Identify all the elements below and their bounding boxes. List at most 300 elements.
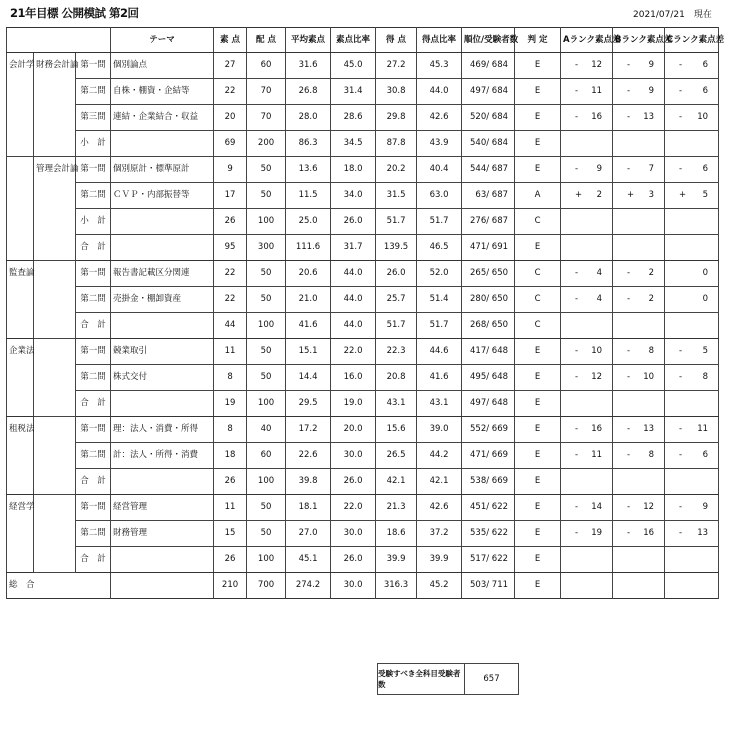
rank-diff-number: 2 [596,190,603,200]
rank-diff-sign: - [575,60,579,70]
grade-cell: E [515,157,561,183]
raw-ratio-cell: 20.0 [331,417,376,443]
sub-subject-cell [34,417,76,443]
theme-cell [111,547,214,573]
rank-c-diff-cell [665,495,719,521]
avg-score-cell: 18.1 [286,495,331,521]
grade-cell: E [515,417,561,443]
table-row [7,235,719,261]
subject-cell: 会計学 [7,53,34,79]
rank-a-diff-cell [561,547,613,573]
rank-diff-number: 12 [643,502,655,512]
rank-cell: 540/ 684 [462,131,515,157]
score-ratio-cell: 42.6 [417,495,462,521]
table-row [7,79,719,105]
rank-diff-sign: - [575,502,579,512]
max-score-cell: 50 [247,365,286,391]
subject-cell: 監査論 [7,261,34,287]
sub-subject-cell [34,365,76,391]
rank-c-diff-cell [665,573,719,599]
question-cell: 小 計 [76,209,111,235]
rank-diff-number: 4 [596,268,603,278]
score-cell: 51.7 [376,209,417,235]
max-score-cell: 200 [247,131,286,157]
table-row [7,183,719,209]
score-cell: 18.6 [376,521,417,547]
rank-diff-value [667,417,716,442]
score-cell: 30.8 [376,79,417,105]
rank-c-diff-cell [665,391,719,417]
rank-diff-number: 6 [702,86,709,96]
rank-diff-sign: - [679,528,683,538]
rank-diff-sign: - [575,112,579,122]
question-cell: 第一問 [76,339,111,365]
rank-diff-value [615,261,662,286]
rank-cell: 451/ 622 [462,495,515,521]
score-cell: 22.3 [376,339,417,365]
grade-cell: E [515,391,561,417]
rank-diff-sign: + [679,190,687,200]
sub-subject-cell [34,443,76,469]
score-cell: 21.3 [376,495,417,521]
score-cell: 43.1 [376,391,417,417]
grade-cell: E [515,573,561,599]
rank-diff-number: 16 [643,528,655,538]
rank-a-diff-cell [561,313,613,339]
column-header: テーマ [111,28,214,53]
raw-score-cell: 27 [214,53,247,79]
rank-a-diff-cell [561,365,613,391]
rank-b-diff-cell [613,443,665,469]
raw-ratio-cell: 30.0 [331,573,376,599]
rank-cell: 503/ 711 [462,573,515,599]
rank-diff-sign: - [679,164,683,174]
avg-score-cell: 274.2 [286,573,331,599]
score-cell: 27.2 [376,53,417,79]
rank-b-diff-cell [613,391,665,417]
table-row [7,521,719,547]
raw-ratio-cell: 31.4 [331,79,376,105]
sub-subject-cell [34,339,76,365]
question-cell: 第二問 [76,443,111,469]
theme-cell [111,573,214,599]
table-row [7,391,719,417]
avg-score-cell: 39.8 [286,469,331,495]
rank-diff-number: 8 [702,372,709,382]
rank-diff-number: 3 [648,190,655,200]
rank-cell: 469/ 684 [462,53,515,79]
grade-cell: E [515,79,561,105]
rank-diff-sign: - [679,502,683,512]
rank-diff-number: 16 [591,112,603,122]
raw-score-cell: 19 [214,391,247,417]
table-row [7,469,719,495]
raw-ratio-cell: 30.0 [331,443,376,469]
rank-cell: 544/ 687 [462,157,515,183]
rank-diff-value [563,105,610,130]
rank-c-diff-cell [665,547,719,573]
rank-diff-number: 6 [702,164,709,174]
table-row [7,495,719,521]
rank-diff-number: 9 [702,502,709,512]
rank-diff-number: 5 [702,346,709,356]
rank-a-diff-cell [561,53,613,79]
rank-cell: 280/ 650 [462,287,515,313]
grade-cell: E [515,131,561,157]
table-row [7,339,719,365]
rank-diff-value [667,495,716,520]
theme-cell: 報告書記載区分関連 [111,261,214,287]
score-ratio-cell: 37.2 [417,521,462,547]
rank-diff-sign: - [575,86,579,96]
rank-diff-value [615,53,662,78]
rank-diff-sign: - [575,372,579,382]
rank-diff-sign: - [627,502,631,512]
rank-diff-value [615,287,662,312]
rank-diff-value [667,105,716,130]
rank-diff-value [667,365,716,390]
column-header: 得点比率 [417,28,462,53]
rank-diff-number: 10 [643,372,655,382]
rank-diff-value [667,53,716,78]
rank-diff-sign: - [679,86,683,96]
question-cell: 合 計 [76,313,111,339]
rank-diff-value [667,521,716,546]
rank-diff-number: 0 [702,294,709,304]
grade-cell: E [515,469,561,495]
avg-score-cell: 11.5 [286,183,331,209]
avg-score-cell: 111.6 [286,235,331,261]
rank-diff-number: 0 [702,268,709,278]
rank-diff-sign: - [627,60,631,70]
raw-score-cell: 44 [214,313,247,339]
grade-cell: E [515,547,561,573]
subject-cell [7,469,34,495]
raw-ratio-cell: 19.0 [331,391,376,417]
max-score-cell: 100 [247,391,286,417]
table-row [7,547,719,573]
score-cell: 87.8 [376,131,417,157]
rank-a-diff-cell [561,573,613,599]
score-cell: 26.5 [376,443,417,469]
rank-diff-number: 6 [702,450,709,460]
avg-score-cell: 27.0 [286,521,331,547]
rank-diff-value [563,53,610,78]
total-row [7,573,719,599]
raw-score-cell: 18 [214,443,247,469]
rank-c-diff-cell [665,339,719,365]
raw-ratio-cell: 34.5 [331,131,376,157]
question-cell: 第一問 [76,495,111,521]
theme-cell [111,391,214,417]
raw-score-cell: 69 [214,131,247,157]
theme-cell [111,313,214,339]
score-cell: 26.0 [376,261,417,287]
raw-ratio-cell: 34.0 [331,183,376,209]
score-cell: 20.2 [376,157,417,183]
rank-diff-number: 8 [648,450,655,460]
question-cell: 合 計 [76,391,111,417]
raw-ratio-cell: 44.0 [331,313,376,339]
theme-cell: 売掛金・棚卸資産 [111,287,214,313]
table-row [7,131,719,157]
question-cell: 小 計 [76,131,111,157]
theme-cell [111,469,214,495]
raw-score-cell: 20 [214,105,247,131]
max-score-cell: 50 [247,261,286,287]
rank-cell: 265/ 650 [462,261,515,287]
rank-diff-number: 9 [648,86,655,96]
rank-diff-number: 12 [591,60,603,70]
grade-cell: E [515,521,561,547]
rank-diff-value [563,261,610,286]
rank-b-diff-cell [613,547,665,573]
avg-score-cell: 14.4 [286,365,331,391]
rank-diff-number: 12 [591,372,603,382]
question-cell: 第一問 [76,261,111,287]
raw-score-cell: 26 [214,469,247,495]
avg-score-cell: 15.1 [286,339,331,365]
rank-b-diff-cell [613,53,665,79]
max-score-cell: 40 [247,417,286,443]
raw-score-cell: 11 [214,339,247,365]
score-ratio-cell: 42.1 [417,469,462,495]
rank-diff-value [563,183,610,208]
max-score-cell: 300 [247,235,286,261]
rank-diff-value [563,521,610,546]
rank-cell: 63/ 687 [462,183,515,209]
rank-diff-sign: - [575,528,579,538]
question-cell: 第一問 [76,417,111,443]
question-cell: 合 計 [76,469,111,495]
rank-b-diff-cell [613,521,665,547]
score-ratio-cell: 40.4 [417,157,462,183]
rank-diff-value [563,339,610,364]
rank-diff-value [563,495,610,520]
question-cell: 第三問 [76,105,111,131]
column-header: 素 点 [214,28,247,53]
avg-score-cell: 13.6 [286,157,331,183]
subject-cell [7,287,34,313]
sub-subject-cell [34,131,76,157]
column-header: Cランク素点差 [665,28,719,53]
rank-diff-number: 4 [596,294,603,304]
subject-cell [7,313,34,339]
rank-diff-sign: - [575,294,579,304]
subject-cell: 租税法 [7,417,34,443]
grade-cell: E [515,235,561,261]
rank-diff-number: 9 [648,60,655,70]
subject-cell: 経営学 [7,495,34,521]
header-blank [7,28,111,53]
rank-diff-value [667,79,716,104]
score-ratio-cell: 42.6 [417,105,462,131]
theme-cell: 計：法人・所得・消費 [111,443,214,469]
rank-diff-number: 10 [697,112,709,122]
raw-score-cell: 210 [214,573,247,599]
sub-subject-cell [34,287,76,313]
rank-diff-sign: - [627,372,631,382]
rank-diff-value [563,79,610,104]
rank-c-diff-cell [665,365,719,391]
avg-score-cell: 28.0 [286,105,331,131]
raw-ratio-cell: 45.0 [331,53,376,79]
rank-diff-number: 6 [702,60,709,70]
theme-cell: 個別原計・標準原計 [111,157,214,183]
rank-diff-value [667,157,716,182]
theme-cell: 経営管理 [111,495,214,521]
rank-diff-sign: - [575,424,579,434]
rank-a-diff-cell [561,339,613,365]
subject-cell [7,391,34,417]
subject-cell [7,443,34,469]
header-row [7,28,719,53]
rank-diff-sign: - [679,450,683,460]
rank-diff-sign: - [679,372,683,382]
rank-diff-sign: - [627,528,631,538]
question-cell: 第一問 [76,53,111,79]
max-score-cell: 70 [247,79,286,105]
rank-diff-value [563,443,610,468]
table-row [7,417,719,443]
rank-diff-sign: - [627,346,631,356]
rank-diff-number: 9 [596,164,603,174]
question-cell: 第一問 [76,157,111,183]
rank-diff-number: 13 [697,528,709,538]
rank-cell: 471/ 669 [462,443,515,469]
rank-diff-value [615,339,662,364]
max-score-cell: 50 [247,157,286,183]
rank-diff-sign: - [627,450,631,460]
grade-cell: E [515,365,561,391]
rank-diff-sign: - [575,450,579,460]
question-cell: 第二問 [76,287,111,313]
rank-b-diff-cell [613,261,665,287]
table-row [7,105,719,131]
rank-b-diff-cell [613,573,665,599]
sub-subject-cell: 財務会計論 [34,53,76,79]
avg-score-cell: 41.6 [286,313,331,339]
sub-subject-cell [34,105,76,131]
theme-cell: ＣＶＰ・内部振替等 [111,183,214,209]
footer-box [377,663,519,695]
column-header: Aランク素点差 [561,28,613,53]
grade-cell: C [515,313,561,339]
theme-cell [111,235,214,261]
rank-diff-sign: - [679,112,683,122]
column-header: 配 点 [247,28,286,53]
avg-score-cell: 20.6 [286,261,331,287]
rank-a-diff-cell [561,183,613,209]
raw-ratio-cell: 26.0 [331,547,376,573]
rank-diff-value [615,443,662,468]
rank-diff-number: 8 [648,346,655,356]
rank-a-diff-cell [561,209,613,235]
raw-ratio-cell: 44.0 [331,261,376,287]
table-row [7,287,719,313]
rank-a-diff-cell [561,391,613,417]
rank-diff-sign: - [627,112,631,122]
column-header: 判 定 [515,28,561,53]
max-score-cell: 100 [247,209,286,235]
rank-diff-value [563,287,610,312]
rank-diff-value [563,157,610,182]
rank-cell: 520/ 684 [462,105,515,131]
rank-cell: 268/ 650 [462,313,515,339]
rank-diff-value [563,365,610,390]
rank-diff-sign: - [679,60,683,70]
max-score-cell: 60 [247,443,286,469]
rank-c-diff-cell [665,417,719,443]
rank-b-diff-cell [613,209,665,235]
rank-c-diff-cell [665,183,719,209]
max-score-cell: 50 [247,339,286,365]
grade-cell: C [515,261,561,287]
rank-c-diff-cell [665,261,719,287]
rank-diff-number: 14 [591,502,603,512]
sub-subject-cell [34,391,76,417]
raw-score-cell: 8 [214,365,247,391]
sub-subject-cell [34,469,76,495]
report-title: 21年目標 公開模試 第2回 [10,6,139,20]
raw-score-cell: 11 [214,495,247,521]
grade-cell: A [515,183,561,209]
rank-cell: 497/ 684 [462,79,515,105]
table-row [7,313,719,339]
rank-diff-value [667,287,716,312]
raw-score-cell: 22 [214,79,247,105]
theme-cell [111,131,214,157]
rank-diff-value [615,521,662,546]
raw-score-cell: 15 [214,521,247,547]
score-ratio-cell: 51.7 [417,209,462,235]
rank-b-diff-cell [613,469,665,495]
rank-c-diff-cell [665,131,719,157]
max-score-cell: 60 [247,53,286,79]
score-cell: 25.7 [376,287,417,313]
grade-cell: C [515,287,561,313]
score-cell: 20.8 [376,365,417,391]
column-header: 順位/受験者数 [462,28,515,53]
max-score-cell: 700 [247,573,286,599]
subject-cell [7,79,34,105]
table-row [7,365,719,391]
rank-diff-value [615,79,662,104]
column-header: 素点比率 [331,28,376,53]
rank-diff-value [667,339,716,364]
subject-cell [7,105,34,131]
rank-diff-value [615,105,662,130]
table-row [7,443,719,469]
table-row [7,261,719,287]
raw-score-cell: 8 [214,417,247,443]
raw-ratio-cell: 31.7 [331,235,376,261]
rank-c-diff-cell [665,209,719,235]
score-ratio-cell: 39.0 [417,417,462,443]
score-cell: 31.5 [376,183,417,209]
score-ratio-cell: 44.2 [417,443,462,469]
column-header: 平均素点 [286,28,331,53]
rank-a-diff-cell [561,131,613,157]
rank-b-diff-cell [613,131,665,157]
rank-diff-number: 19 [591,528,603,538]
sub-subject-cell: 管理会計論 [34,157,76,183]
rank-cell: 276/ 687 [462,209,515,235]
rank-diff-sign: - [627,424,631,434]
rank-diff-sign: - [627,164,631,174]
avg-score-cell: 86.3 [286,131,331,157]
table-row [7,53,719,79]
